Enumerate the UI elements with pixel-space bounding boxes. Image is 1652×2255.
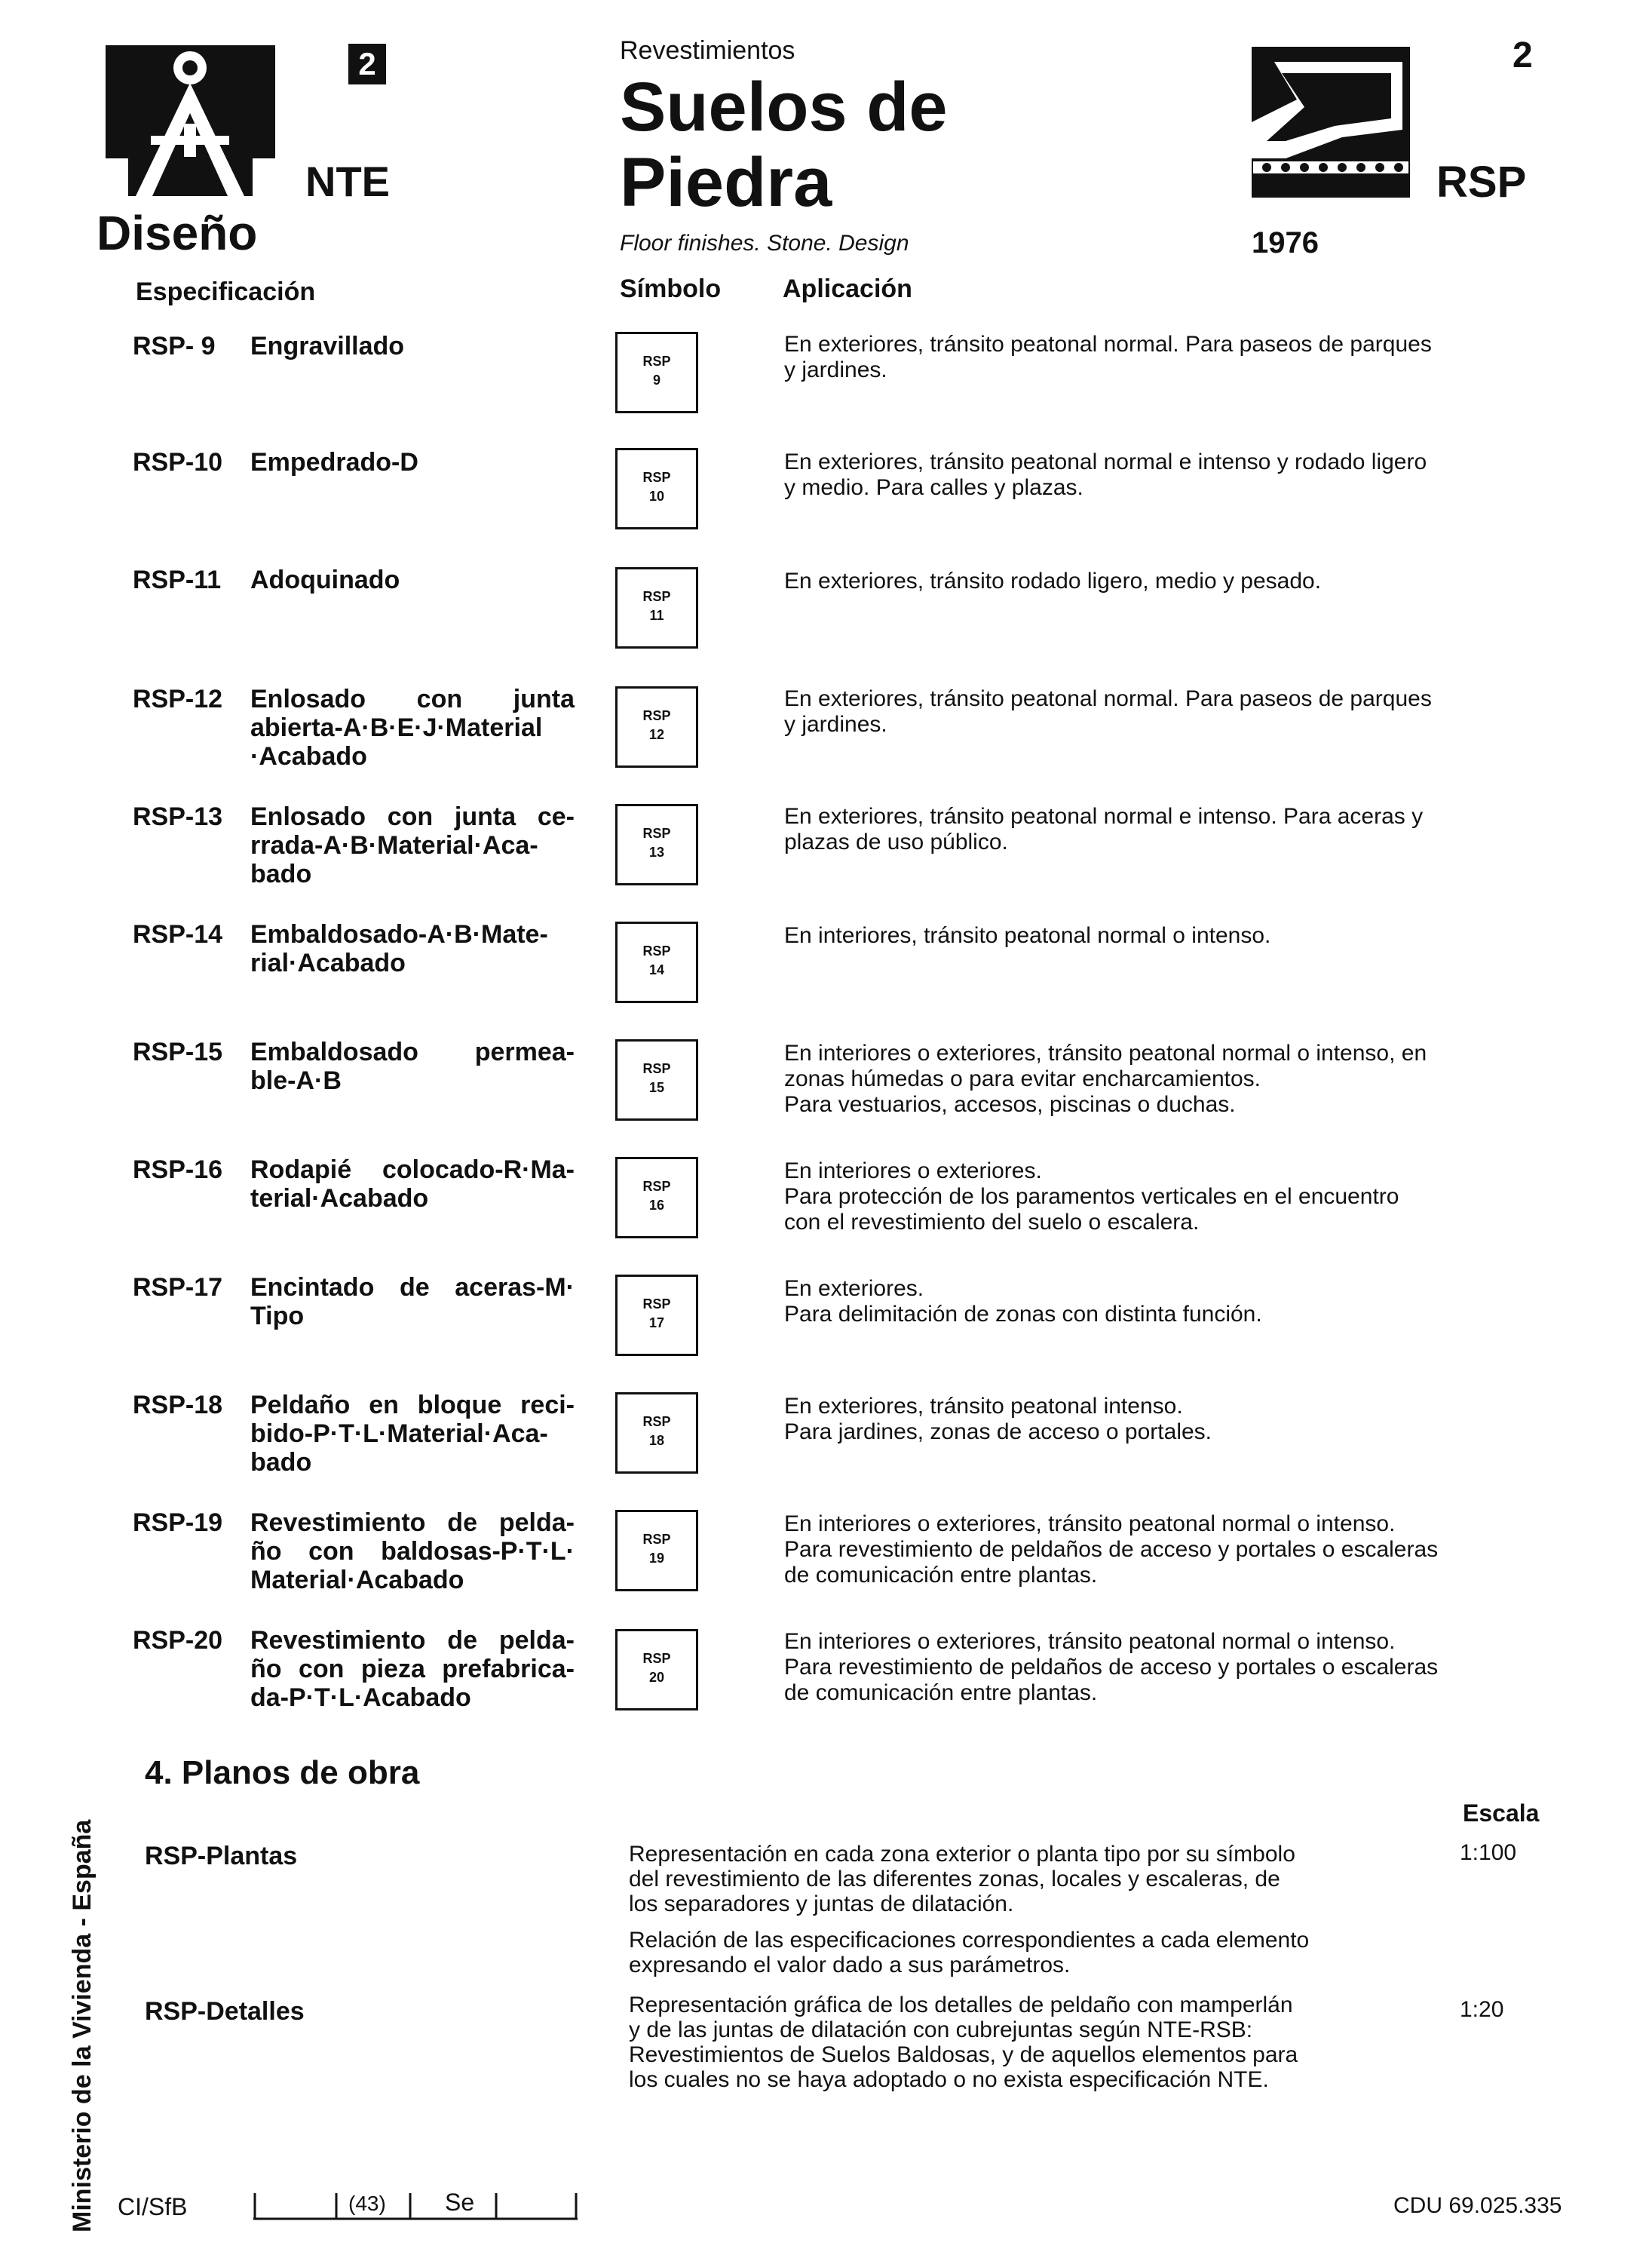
spec-symbol — [615, 1629, 698, 1710]
spec-application-line: En interiores o exteriores, tránsito peatonal normal o intenso, en — [784, 1041, 1427, 1066]
spec-symbol — [615, 1392, 698, 1474]
spec-name-line: Enlosado con junta ce- — [250, 802, 575, 831]
spec-application-line: En exteriores, tránsito peatonal normal e intenso y rodado ligero — [784, 449, 1427, 474]
spec-symbol-number: 20 — [648, 1670, 665, 1685]
spec-symbol-code: RSP — [642, 1532, 671, 1547]
spec-symbol — [615, 567, 698, 649]
spec-symbol — [615, 686, 698, 768]
spec-application-line: de comunicación entre plantas. — [784, 1563, 1098, 1588]
spec-name-line: Revestimiento de pelda- — [250, 1508, 575, 1537]
spec-application — [784, 1511, 1538, 1588]
spec-name-line: rrada-A·B·Material·Aca- — [250, 831, 538, 860]
plan-desc-plantas-2 — [629, 1928, 1413, 1977]
spec-code: RSP-18 — [133, 1391, 223, 1419]
spec-symbol-code: RSP — [642, 470, 671, 485]
page-number: 2 — [1513, 35, 1533, 75]
spec-name-line: Material·Acabado — [250, 1566, 464, 1594]
application-column-header: Aplicación — [783, 275, 912, 303]
spec-name-line: da-P·T·L·Acabado — [250, 1683, 471, 1712]
spec-symbol-number: 9 — [652, 373, 660, 388]
spec-name — [250, 1155, 575, 1213]
spec-application — [784, 923, 1538, 949]
spec-application — [784, 1158, 1538, 1235]
spec-application-line: Para delimitación de zonas con distinta función. — [784, 1302, 1262, 1327]
spec-name-line: Rodapié colocado-R·Ma- — [250, 1155, 575, 1184]
plan-code-detalles: RSP-Detalles — [145, 1997, 305, 2026]
page-title — [620, 69, 948, 220]
plan-desc-line: y de las juntas de dilatación con cubrejuntas según NTE-RSB: — [629, 2017, 1253, 2042]
spec-name — [250, 332, 575, 360]
spec-symbol-code: RSP — [642, 708, 671, 723]
nte-label: NTE — [305, 158, 390, 205]
spec-application — [784, 332, 1538, 383]
plan-desc-line: los separadores y juntas de dilatación. — [629, 1891, 1014, 1916]
spec-code: RSP-19 — [133, 1508, 223, 1537]
cisfb-boxes — [253, 2186, 578, 2220]
section-label: Diseño — [97, 206, 258, 260]
spec-symbol-number: 18 — [648, 1433, 665, 1448]
spec-name-line: Embaldosado permea- — [250, 1038, 575, 1066]
spec-name-line: ño con baldosas-P·T·L· — [250, 1537, 575, 1566]
spec-symbol-code: RSP — [642, 826, 671, 841]
spec-application-line: En exteriores, tránsito peatonal intenso. — [784, 1394, 1183, 1419]
spec-application-line: En exteriores, tránsito peatonal normal e intenso. Para aceras y — [784, 804, 1424, 829]
spec-name — [250, 1273, 575, 1330]
spec-name — [250, 685, 575, 771]
spec-name — [250, 566, 575, 594]
ministry-sidebar: Ministerio de la Vivienda - España — [68, 1819, 97, 2232]
spec-application-line: con el revestimiento del suelo o escalera. — [784, 1210, 1200, 1235]
spec-application-line: Para vestuarios, accesos, piscinas o duchas. — [784, 1092, 1236, 1117]
spec-symbol — [615, 1039, 698, 1121]
symbol-column-header: Símbolo — [620, 275, 722, 303]
category-label: Revestimientos — [620, 36, 795, 65]
spec-name — [250, 1626, 575, 1712]
plan-code-plantas: RSP-Plantas — [145, 1842, 298, 1870]
spec-name-line: Tipo — [250, 1302, 305, 1330]
spec-application — [784, 1041, 1538, 1118]
spec-name-line: rial·Acabado — [250, 949, 406, 977]
spec-name — [250, 920, 575, 977]
spec-name-line: ble-A·B — [250, 1066, 342, 1095]
spec-name-line: ·Acabado — [250, 742, 367, 771]
cdu-label: CDU 69.025.335 — [1393, 2193, 1562, 2218]
spec-name-line: abierta-A·B·E·J·Material — [250, 713, 543, 742]
spec-symbol-code: RSP — [642, 589, 671, 604]
spec-application-line: Para revestimiento de peldaños de acceso y portales o escaleras — [784, 1655, 1439, 1680]
plan-desc-line: del revestimiento de las diferentes zonas, locales y escaleras, de — [629, 1867, 1280, 1891]
spec-application-line: En interiores o exteriores, tránsito peatonal normal o intenso. — [784, 1629, 1396, 1654]
plan-desc-line: Revestimientos de Suelos Baldosas, y de aquellos elementos para — [629, 2042, 1298, 2067]
spec-name — [250, 1391, 575, 1477]
spec-code: RSP-10 — [133, 448, 223, 477]
spec-application — [784, 1276, 1538, 1327]
spec-symbol-code: RSP — [642, 1179, 671, 1194]
spec-column-header: Especificación — [136, 278, 316, 306]
title-line-2: Piedra — [620, 144, 832, 221]
spec-application — [784, 449, 1538, 501]
spec-name-line: Adoquinado — [250, 566, 400, 594]
spec-code: RSP-14 — [133, 920, 223, 949]
spec-application-line: En interiores o exteriores, tránsito peatonal normal o intenso. — [784, 1511, 1396, 1536]
spec-symbol-number: 12 — [648, 727, 665, 742]
doc-year: 1976 — [1252, 226, 1319, 259]
plan-scale-plantas: 1:100 — [1460, 1840, 1517, 1865]
spec-symbol-code: RSP — [642, 943, 671, 959]
spec-symbol-code: RSP — [642, 1414, 671, 1429]
spec-name-line: Encintado de aceras-M· — [250, 1273, 575, 1302]
logo-number: 2 — [348, 44, 386, 84]
spec-symbol-number: 13 — [648, 845, 665, 860]
spec-application-line: plazas de uso público. — [784, 830, 1008, 854]
spec-symbol-number: 17 — [648, 1315, 665, 1330]
spec-application-line: Para protección de los paramentos verticales en el encuentro — [784, 1184, 1399, 1209]
spec-application-line: y medio. Para calles y plazas. — [784, 475, 1083, 500]
spec-code: RSP-15 — [133, 1038, 223, 1066]
spec-symbol-number: 14 — [648, 962, 665, 977]
plan-scale-detalles: 1:20 — [1460, 1997, 1504, 2022]
spec-name-line: Empedrado-D — [250, 448, 418, 477]
spec-application-line: En exteriores, tránsito peatonal normal. Para paseos de parques — [784, 686, 1432, 711]
spec-application-line: Para jardines, zonas de acceso o portales. — [784, 1419, 1212, 1444]
spec-symbol — [615, 1275, 698, 1356]
spec-symbol-code: RSP — [642, 1651, 671, 1666]
spec-name-line: terial·Acabado — [250, 1184, 429, 1213]
title-line-1: Suelos de — [620, 69, 948, 146]
spec-code: RSP-16 — [133, 1155, 223, 1184]
spec-name-line: Engravillado — [250, 332, 405, 360]
spec-code: RSP-11 — [133, 566, 222, 594]
spec-application-line: En interiores o exteriores. — [784, 1158, 1042, 1183]
spec-code: RSP-13 — [133, 802, 223, 831]
spec-code: RSP-17 — [133, 1273, 223, 1302]
spec-application — [784, 804, 1538, 855]
spec-symbol — [615, 804, 698, 885]
spec-application-line: En exteriores. — [784, 1276, 924, 1301]
spec-symbol-code: RSP — [642, 1061, 671, 1076]
spec-name-line: bido-P·T·L·Material·Aca- — [250, 1419, 548, 1448]
spec-code: RSP- 9 — [133, 332, 216, 360]
spec-application — [784, 686, 1538, 738]
plan-desc-line: Representación en cada zona exterior o planta tipo por su símbolo — [629, 1842, 1295, 1867]
spec-application — [784, 1394, 1538, 1445]
spec-application-line: Para revestimiento de peldaños de acceso y portales o escaleras — [784, 1537, 1439, 1562]
spec-name-line: Enlosado con junta — [250, 685, 575, 713]
cisfb-box-2: Se — [445, 2189, 475, 2216]
plan-desc-line: los cuales no se haya adoptado o no exista especificación NTE. — [629, 2067, 1269, 2092]
spec-symbol-number: 19 — [648, 1551, 665, 1566]
spec-name — [250, 1038, 575, 1095]
plan-desc-line: expresando el valor dado a sus parámetros. — [629, 1953, 1071, 1977]
plans-section-title: 4. Planos de obra — [145, 1754, 420, 1791]
plan-desc-plantas — [629, 1842, 1413, 1916]
spec-name-line: bado — [250, 860, 312, 888]
spec-symbol-number: 16 — [648, 1198, 665, 1213]
spec-application — [784, 1629, 1538, 1706]
spec-symbol — [615, 448, 698, 529]
spec-symbol — [615, 922, 698, 1003]
spec-application-line: En exteriores, tránsito peatonal normal. Para paseos de parques — [784, 332, 1432, 357]
spec-name-line: Embaldosado-A·B·Mate- — [250, 920, 548, 949]
spec-application-line: y jardines. — [784, 357, 887, 382]
spec-symbol-code: RSP — [642, 354, 671, 369]
cisfb-box-1: (43) — [348, 2192, 386, 2215]
spec-name-line: ño con pieza prefabrica- — [250, 1655, 575, 1683]
spec-application-line: En exteriores, tránsito rodado ligero, medio y pesado. — [784, 569, 1322, 594]
spec-symbol-number: 11 — [649, 608, 664, 623]
spec-name — [250, 448, 575, 477]
spec-application — [784, 569, 1538, 594]
spec-name — [250, 1508, 575, 1594]
scale-header: Escala — [1463, 1799, 1540, 1827]
cisfb-label: CI/SfB — [118, 2193, 188, 2220]
plan-desc-detalles — [629, 1993, 1413, 2092]
plan-desc-line: Representación gráfica de los detalles de peldaño con mamperlán — [629, 1993, 1293, 2017]
spec-name-line: bado — [250, 1448, 312, 1477]
spec-symbol — [615, 1510, 698, 1591]
spec-code: RSP-12 — [133, 685, 223, 713]
page-subtitle: Floor finishes. Stone. Design — [620, 231, 909, 256]
spec-code: RSP-20 — [133, 1626, 223, 1655]
spec-application-line: zonas húmedas o para evitar encharcamientos. — [784, 1066, 1261, 1091]
spec-name — [250, 802, 575, 888]
plan-desc-line: Relación de las especificaciones correspondientes a cada elemento — [629, 1928, 1310, 1953]
nte-logo — [106, 45, 275, 196]
spec-symbol-code: RSP — [642, 1296, 671, 1312]
spec-name-line: Peldaño en bloque reci- — [250, 1391, 575, 1419]
spec-application-line: y jardines. — [784, 712, 887, 737]
spec-application-line: En interiores, tránsito peatonal normal o intenso. — [784, 923, 1271, 948]
floor-illustration — [1252, 47, 1410, 198]
spec-name-line: Revestimiento de pelda- — [250, 1626, 575, 1655]
doc-code: RSP — [1436, 158, 1527, 207]
spec-symbol — [615, 1157, 698, 1238]
spec-application-line: de comunicación entre plantas. — [784, 1680, 1098, 1705]
spec-symbol-number: 10 — [648, 489, 665, 504]
spec-symbol-number: 15 — [648, 1080, 665, 1095]
spec-symbol — [615, 332, 698, 413]
